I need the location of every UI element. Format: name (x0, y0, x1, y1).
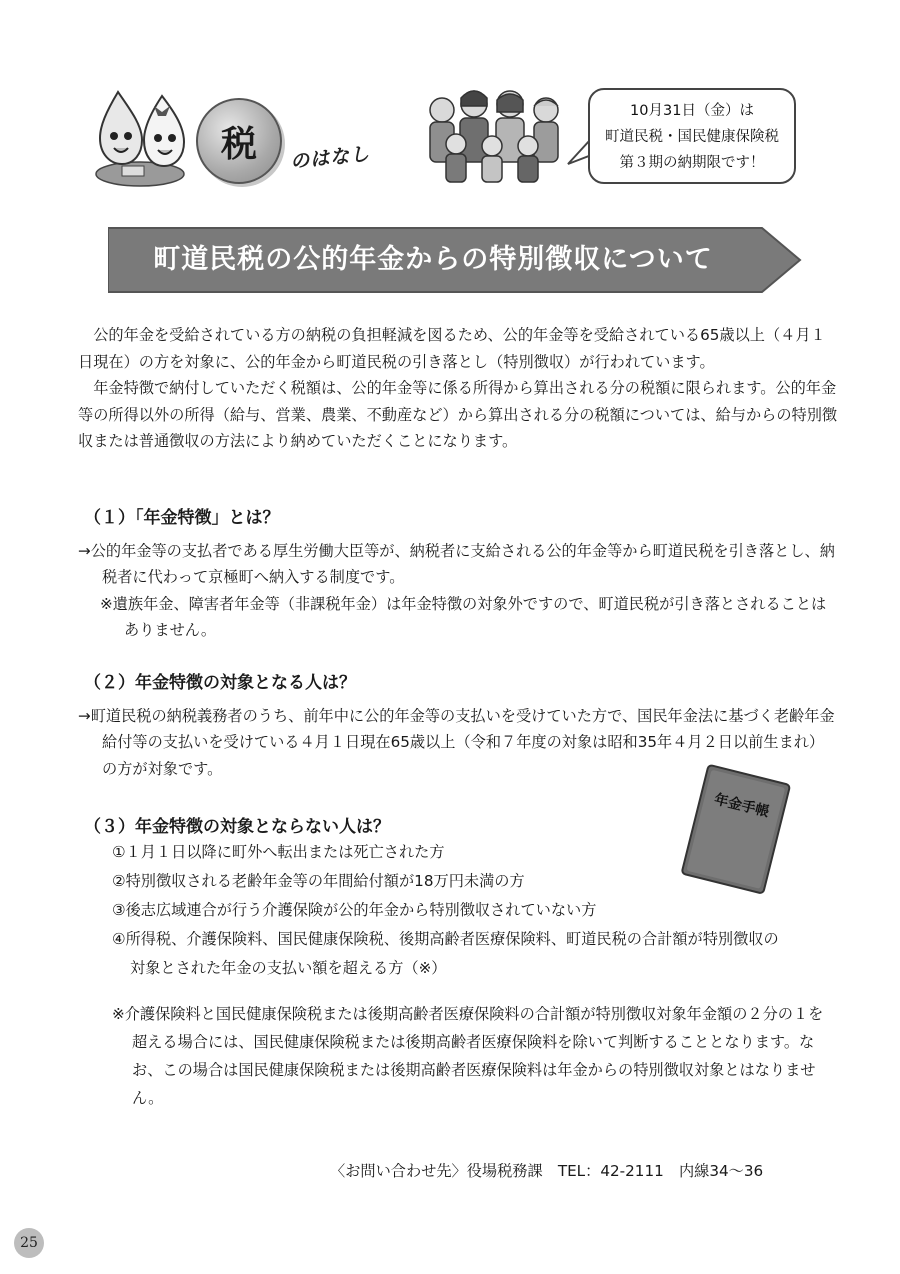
zei-badge (196, 98, 282, 184)
page-number-text: 25 (20, 1235, 38, 1251)
mascot-illustration (92, 82, 188, 190)
bubble-line-2: 町道民税・国民健康保険税 (605, 129, 779, 145)
section-1-heading: （１）「年金特徴」とは？ (84, 508, 280, 528)
section-3-note: ※介護保険料と国民健康保険税または後期高齢者医療保険料の合計額が特別徴収対象年金額の２分の１を超える場合には、国民健康保険税または後期高齢者医療保険料を除いて判断することとなります。なお、この場合は国民健康保険税または後期高齢者医療保険料は年金からの特別徴収対象とはなりません。 (112, 1005, 824, 1107)
list-item: ③後志広域連合が行う介護保険が公的年金から特別徴収されていない方 (112, 901, 597, 919)
notebook-label: 年金手帳 (712, 791, 771, 821)
section-1-note: ※遺族年金、障害者年金等（非課税年金）は年金特徴の対象外ですので、町道民税が引き落とされることはありません。 (100, 594, 827, 639)
list-item: ④所得税、介護保険料、国民健康保険税、後期高齢者医療保険料、町道民税の合計額が特別徴収の対象とされた年金の支払い額を超える方（※） (112, 930, 779, 977)
zei-character: 税 (220, 123, 257, 165)
intro-paragraph-2: 年金特徴で納付していただく税額は、公的年金等に係る所得から算出される分の税額に限られます。公的年金等の所得以外の所得（給与、営業、農業、不動産など）から算出される分の税額については、給与からの特別徴収または普通徴収の方法により納めていただくことになります。 (78, 379, 838, 450)
bubble-line-1: 10月31日（金）は (630, 103, 754, 119)
section-2-heading: （２）年金特徴の対象となる人は？ (84, 673, 356, 693)
section-3-heading-wrap (84, 812, 684, 837)
section-1-answer: →公的年金等の支払者である厚生労働大臣等が、納税者に支給される公的年金等から町道民税を引き落とし、納税者に代わって京極町へ納入する制度です。 (78, 541, 835, 586)
no-hanashi-label: のはなし (289, 142, 372, 174)
intro-paragraph-1: 公的年金を受給されている方の納税の負担軽減を図るため、公的年金等を受給されている65歳以上（４月１日現在）の方を対象に、公的年金から町道民税の引き落とし（特別徴収）が行われています。 (78, 326, 826, 371)
list-item: ①１月１日以降に町外へ転出または死亡された方 (112, 843, 445, 861)
intro-text (78, 322, 838, 455)
page-title: 町道民税の公的年金からの特別徴収について (153, 244, 713, 275)
section-3-heading: （３）年金特徴の対象とならない人は？ (84, 817, 390, 837)
pension-notebook-illustration (680, 764, 798, 894)
family-illustration (418, 88, 568, 186)
contact-info: 〈お問い合わせ先〉役場税務課 TEL：42-2111 内線34～36 (330, 1162, 764, 1180)
page-number (14, 1228, 44, 1258)
bubble-line-3: 第３期の納期限です！ (619, 155, 765, 171)
section-1 (78, 505, 838, 644)
deadline-bubble (588, 88, 796, 184)
list-item: ②特別徴収される老齢年金等の年間給付額が18万円未満の方 (112, 872, 525, 890)
section-2-answer: →町道民税の納税義務者のうち、前年中に公的年金等の支払いを受けていた方で、国民年金法に基づく老齢年金給付等の支払いを受けている４月１日現在65歳以上（令和７年度の対象は昭和35年４月２日以前生まれ）の方が対象です。 (78, 706, 835, 778)
